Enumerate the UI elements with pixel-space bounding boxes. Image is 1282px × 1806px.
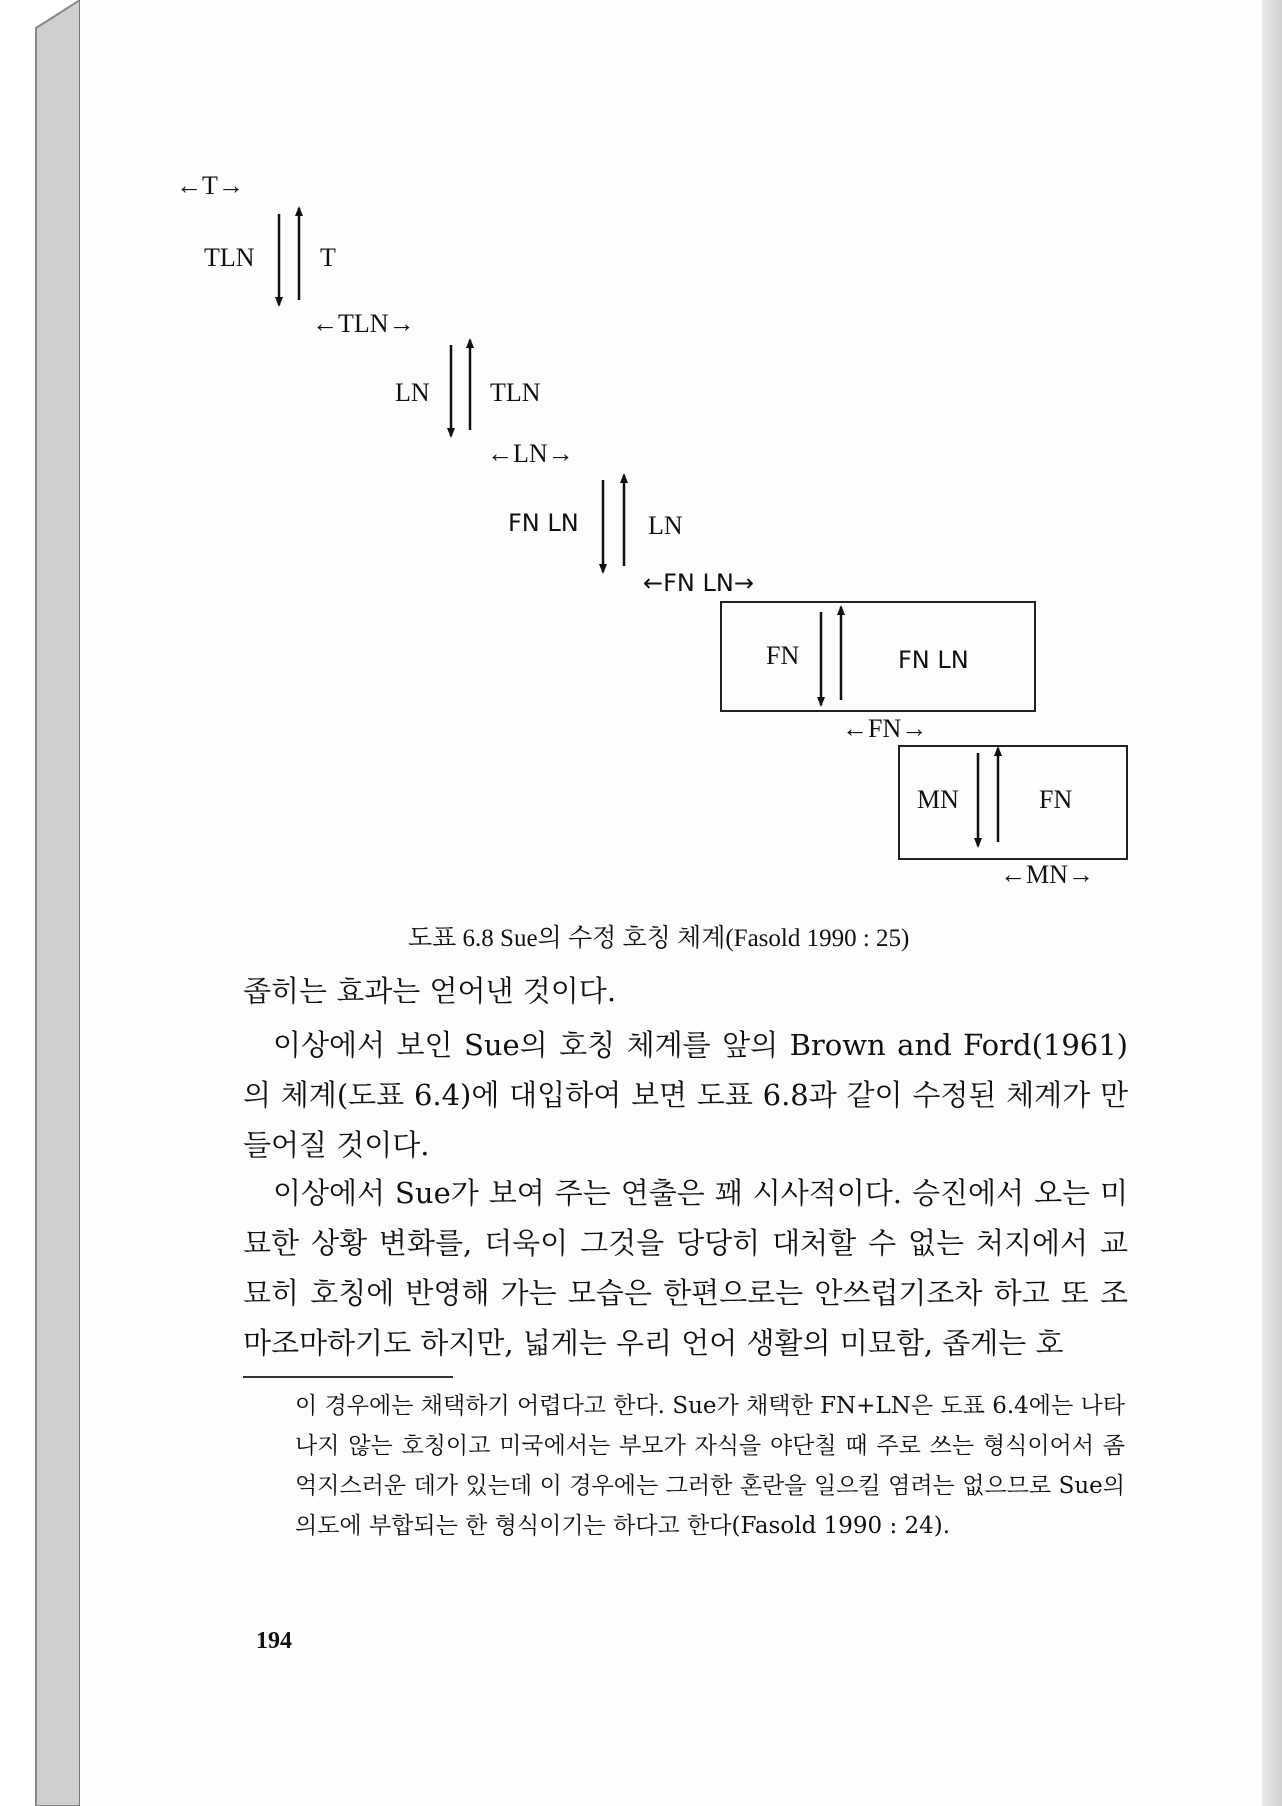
label-ln-between: ←LN→	[487, 439, 574, 468]
label-mn-bottom: ←MN→	[1000, 860, 1094, 889]
label-tln-left: TLN	[204, 243, 255, 272]
page-number: 194	[256, 1628, 292, 1654]
label-fn-between: ←FN→	[842, 714, 928, 743]
label-t-top: ←T→	[176, 171, 244, 200]
label-t-right: T	[320, 243, 336, 272]
label-ln-right: LN	[648, 511, 683, 540]
label-fnln-left: FN LN	[508, 509, 579, 537]
label-mn-box-left: MN	[917, 785, 959, 814]
label-fnln-between: ←FN LN→	[643, 569, 754, 597]
label-tln-right: TLN	[490, 378, 541, 407]
footnote: 이 경우에는 채택하기 어렵다고 한다. Sue가 채택한 FN+LN은 도표 6.4에는 나타나지 않는 호칭이고 미국에서는 부모가 자식을 야단칠 때 주로 쓰는 형식이어서 좀 억지스러운 데가 있는데 이 경우에는 그러한 혼란을 일으킬 염려는 없으므로 Sue의 의도에 부합되는 한 형식이기는 하다고 한다(Fasold 1990 : 24).	[295, 1393, 1125, 1539]
paragraph-1: 좁히는 효과는 얻어낸 것이다.	[243, 974, 617, 1008]
paragraph-2: 이상에서 보인 Sue의 호칭 체계를 앞의 Brown and Ford(1961)의 체계(도표 6.4)에 대입하여 보면 도표 6.8과 같이 수정된 체계가 만들어질 것이다.	[243, 1028, 1128, 1162]
footnote-rule	[243, 1376, 453, 1378]
paragraph-3: 이상에서 Sue가 보여 주는 연출은 꽤 시사적이다. 승진에서 오는 미묘한 상황 변화를, 더욱이 그것을 당당히 대처할 수 없는 처지에서 교묘히 호칭에 반영해 가는 모습은 한편으로는 안쓰럽기조차 하고 또 조마조마하기도 하지만, 넓게는 우리 언어 생활의 미묘함, 좁게는 호	[243, 1176, 1128, 1360]
label-fnln-box-right: FN LN	[898, 646, 969, 674]
label-fn-box-right: FN	[1039, 785, 1073, 814]
label-fn-box-left: FN	[766, 641, 800, 670]
label-tln-between: ←TLN→	[312, 309, 415, 338]
label-ln-left: LN	[395, 378, 430, 407]
figure-caption: 도표 6.8 Sue의 수정 호칭 체계(Fasold 1990 : 25)	[408, 925, 910, 952]
